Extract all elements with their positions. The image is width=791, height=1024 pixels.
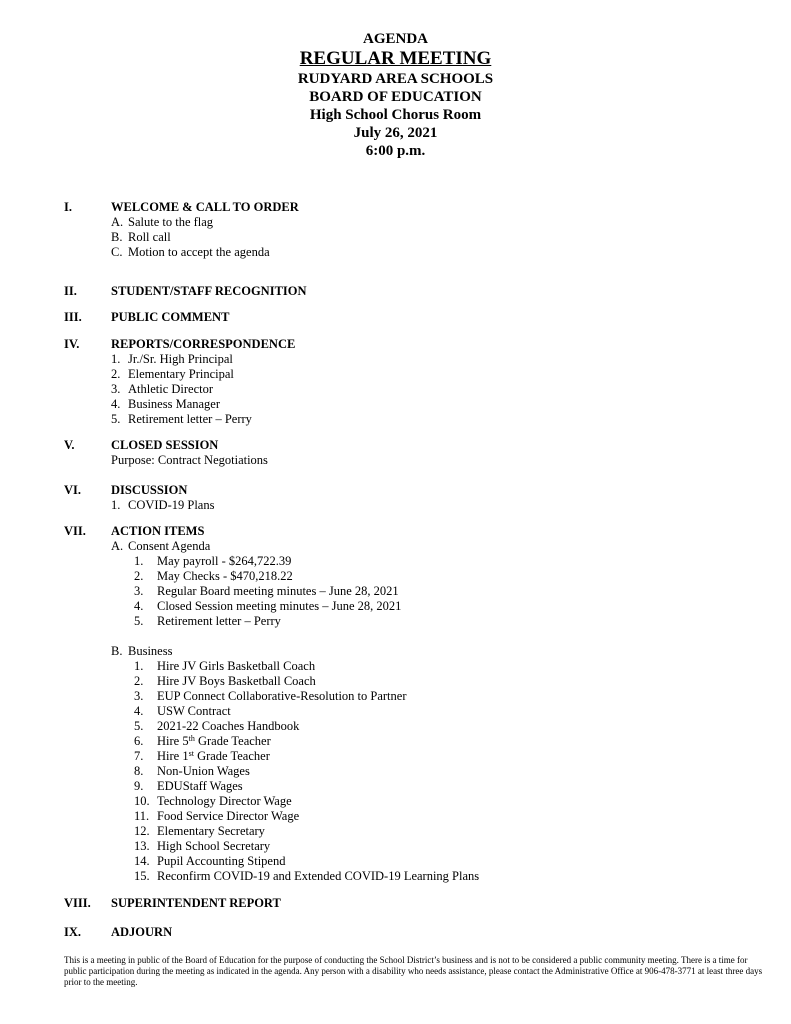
item-text: Food Service Director Wage (157, 809, 300, 823)
list-item (134, 869, 744, 884)
item-label: 9. (134, 779, 144, 793)
ordinal-suffix: th (188, 734, 195, 743)
business-list (111, 659, 744, 884)
item-text: Reconfirm COVID-19 and Extended COVID-19 Learning Plans (157, 869, 480, 883)
list-item (111, 498, 744, 513)
item-label: B. (111, 644, 123, 658)
list-item (134, 839, 744, 854)
list-item (134, 734, 744, 749)
item-label: 5. (134, 614, 144, 628)
ordinal-suffix: st (188, 749, 194, 758)
section-superintendent-report (64, 896, 744, 911)
item-label: 6. (134, 734, 144, 748)
list-item (134, 749, 744, 764)
list-item (134, 689, 744, 704)
list-item (111, 382, 744, 397)
item-text: Retirement letter – Perry (157, 614, 281, 628)
item-label: 5. (111, 412, 121, 426)
item-text: Salute to the flag (128, 215, 214, 229)
header-date: July 26, 2021 (353, 125, 438, 141)
item-text: EUP Connect Collaborative-Resolution to Partner (157, 689, 407, 703)
item-label: B. (111, 230, 123, 244)
item-text: 2021-22 Coaches Handbook (157, 719, 300, 733)
item-label: 1. (134, 554, 144, 568)
item-label: A. (111, 539, 124, 553)
item-text: May Checks - $470,218.22 (157, 569, 293, 583)
list-item (111, 412, 744, 427)
item-label: 11. (134, 809, 150, 823)
subsection-title: Business (128, 644, 173, 658)
section-number: IV. (64, 337, 80, 351)
section-items (111, 498, 744, 513)
section-welcome (64, 200, 744, 260)
item-text: Non-Union Wages (157, 764, 250, 778)
list-item (134, 719, 744, 734)
item-label: 4. (134, 704, 144, 718)
item-label: A. (111, 215, 124, 229)
list-item (111, 230, 744, 245)
list-item (111, 397, 744, 412)
section-reports (64, 337, 744, 427)
section-number: II. (64, 284, 77, 298)
item-text: Business Manager (128, 397, 220, 411)
agenda-header (0, 30, 791, 160)
item-text-pre: Hire 1 (157, 749, 189, 763)
list-item (134, 779, 744, 794)
item-text: USW Contract (157, 704, 231, 718)
section-title: WELCOME & CALL TO ORDER (111, 200, 299, 214)
item-label: 10. (134, 794, 150, 808)
item-label: 2. (134, 569, 144, 583)
item-label: 5. (134, 719, 144, 733)
item-label: 1. (111, 352, 121, 366)
section-purpose: Purpose: Contract Negotiations (111, 453, 268, 467)
section-action-items (64, 524, 744, 884)
spacer (111, 629, 744, 644)
header-time: 6:00 p.m. (365, 143, 426, 159)
item-label: 15. (134, 869, 150, 883)
section-number: III. (64, 310, 82, 324)
list-item (134, 764, 744, 779)
item-label: 4. (134, 599, 144, 613)
item-text: Athletic Director (128, 382, 214, 396)
item-text-pre: Hire 5 (157, 734, 189, 748)
item-text: Retirement letter – Perry (128, 412, 252, 426)
section-title: ADJOURN (111, 925, 173, 939)
public-meeting-notice: This is a meeting in public of the Board of Education for the purpose of conducting the School District’s business and is not to be considered a public community meeting. There is a time for public participation during the meeting as indicated in the agenda. Any person with a disability who needs assistance, please contact the Administrative Office at 906-478-3771 at least three days prior to the meeting. (64, 955, 763, 987)
section-public-comment (64, 310, 744, 325)
section-title: PUBLIC COMMENT (111, 310, 230, 324)
list-item (134, 674, 744, 689)
item-text: Regular Board meeting minutes – June 28, 2021 (157, 584, 399, 598)
item-text: May payroll - $264,722.39 (157, 554, 292, 568)
list-item (134, 614, 744, 629)
item-text: COVID-19 Plans (128, 498, 215, 512)
item-text-post: Grade Teacher (194, 734, 271, 748)
item-label: 14. (134, 854, 150, 868)
list-item (134, 584, 744, 599)
list-item (134, 809, 744, 824)
list-item (134, 599, 744, 614)
header-school: RUDYARD AREA SCHOOLS (297, 71, 494, 87)
section-title: REPORTS/CORRESPONDENCE (111, 337, 296, 351)
section-title: CLOSED SESSION (111, 438, 219, 452)
section-closed-session (64, 438, 744, 468)
header-meeting-type: REGULAR MEETING (299, 48, 492, 69)
item-label: 4. (111, 397, 121, 411)
list-item (134, 569, 744, 584)
list-item (111, 245, 744, 260)
section-items (111, 539, 744, 884)
item-text: Hire JV Girls Basketball Coach (157, 659, 316, 673)
section-discussion (64, 483, 744, 513)
item-label: 2. (111, 367, 121, 381)
item-label: 12. (134, 824, 150, 838)
item-text: EDUStaff Wages (157, 779, 243, 793)
item-text: Elementary Secretary (157, 824, 265, 838)
header-agenda: AGENDA (362, 31, 428, 47)
item-text: Roll call (128, 230, 171, 244)
list-item (134, 704, 744, 719)
list-item (134, 854, 744, 869)
item-text-post: Grade Teacher (193, 749, 270, 763)
item-text: Pupil Accounting Stipend (157, 854, 286, 868)
section-title: SUPERINTENDENT REPORT (111, 896, 281, 910)
subsection-title: Consent Agenda (128, 539, 211, 553)
section-title: STUDENT/STAFF RECOGNITION (111, 284, 307, 298)
list-item (111, 352, 744, 367)
item-text: Closed Session meeting minutes – June 28, 2021 (157, 599, 402, 613)
section-number: IX. (64, 925, 82, 939)
header-location: High School Chorus Room (309, 107, 482, 123)
item-label: 2. (134, 674, 144, 688)
section-number: VI. (64, 483, 82, 497)
list-item (134, 794, 744, 809)
item-text: Motion to accept the agenda (128, 245, 270, 259)
section-number: I. (64, 200, 72, 214)
subsection-heading (111, 539, 744, 554)
section-number: V. (64, 438, 75, 452)
section-number: VII. (64, 524, 86, 538)
item-label: 3. (134, 584, 144, 598)
item-text: High School Secretary (157, 839, 271, 853)
section-title: ACTION ITEMS (111, 524, 205, 538)
list-item (111, 215, 744, 230)
list-item (134, 824, 744, 839)
section-title: DISCUSSION (111, 483, 188, 497)
section-adjourn (64, 925, 744, 940)
item-text: Hire JV Boys Basketball Coach (157, 674, 316, 688)
header-board: BOARD OF EDUCATION (309, 89, 482, 105)
item-label: 7. (134, 749, 144, 763)
section-items (111, 352, 744, 427)
section-number: VIII. (64, 896, 91, 910)
consent-agenda-list (111, 554, 744, 629)
item-text: Elementary Principal (128, 367, 234, 381)
item-label: 1. (134, 659, 144, 673)
item-label: 3. (134, 689, 144, 703)
item-text: Technology Director Wage (157, 794, 292, 808)
subsection-heading (111, 644, 744, 659)
item-label: 13. (134, 839, 150, 853)
list-item (134, 659, 744, 674)
item-label: C. (111, 245, 123, 259)
section-items (111, 215, 744, 260)
item-label: 3. (111, 382, 121, 396)
item-text: Jr./Sr. High Principal (128, 352, 233, 366)
list-item (134, 554, 744, 569)
list-item (111, 367, 744, 382)
item-label: 8. (134, 764, 144, 778)
item-label: 1. (111, 498, 121, 512)
section-recognition (64, 284, 744, 299)
